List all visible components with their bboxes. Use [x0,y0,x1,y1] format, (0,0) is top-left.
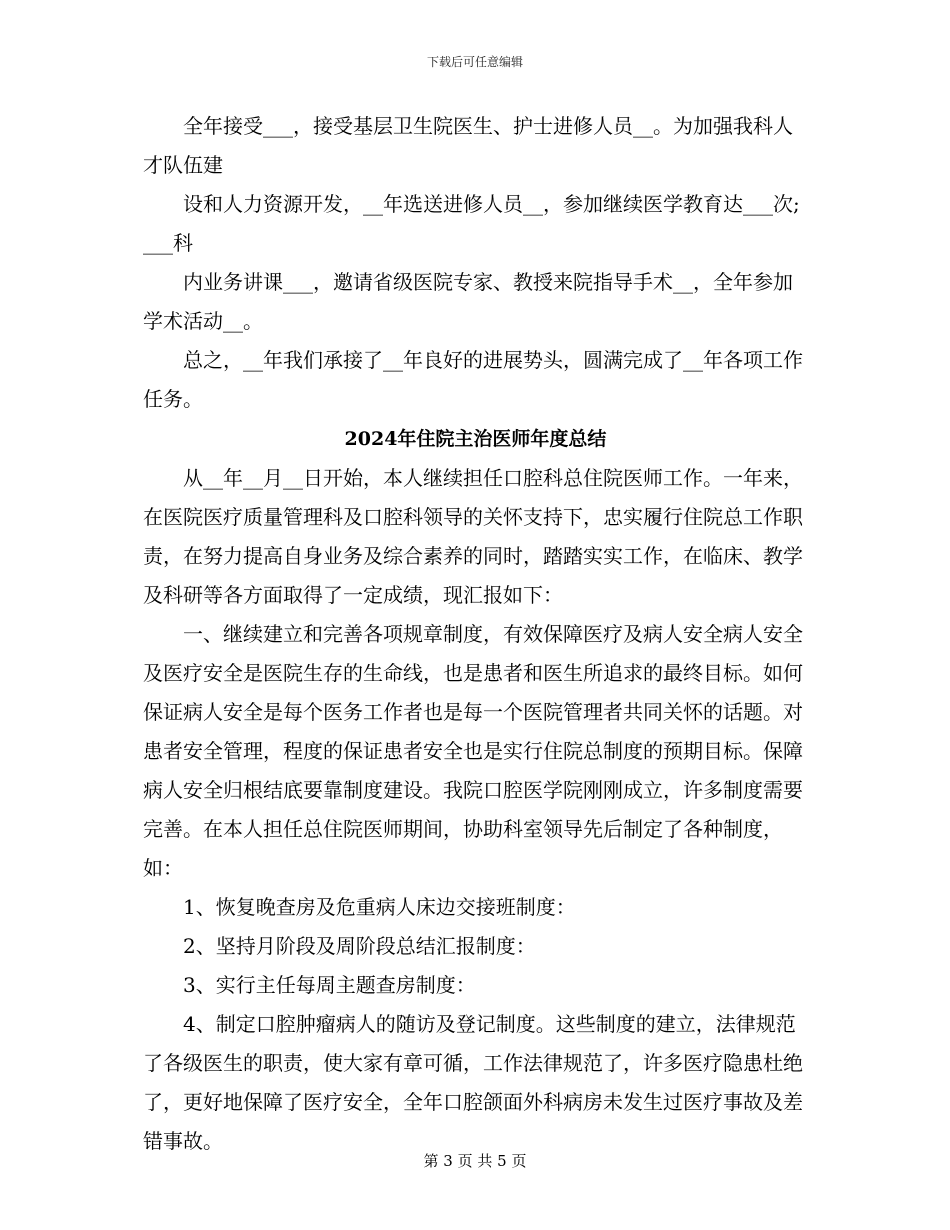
intro-paragraph-2: 设和人力资源开发，__年选送进修人员__，参加继续医学教育达___次;___科 [143,192,800,255]
intro-paragraph-3: 内业务讲课___，邀请省级医院专家、教授来院指导手术__，全年参加学术活动__。 [143,270,793,333]
page-header-note: 下载后可任意编辑 [426,55,523,69]
list-item-4: 4、制定口腔肿瘤病人的随访及登记制度。这些制度的建立，法律规范了各级医生的职责，使大家有章可循，工作法律规范了，许多医疗隐患杜绝了，更好地保障了医疗安全，全年口腔颌面外科病房未发生过医疗事故及差错事故。 [143,1012,803,1153]
document-body [143,107,808,1161]
page-number-footer: 第 3 页 共 5 页 [423,1152,527,1170]
list-item-2: 2、坚持月阶段及周阶段总结汇报制度： [183,934,536,958]
body-paragraph-2: 一、继续建立和完善各项规章制度，有效保障医疗及病人安全病人安全及医疗安全是医院生存的生命线，也是患者和医生所追求的最终目标。如何保证病人安全是每个医务工作者也是每一个医院管理者共同关怀的话题。对患者安全管理，程度的保证患者安全也是实行住院总制度的预期目标。保障病人安全归根结底要靠制度建设。我院口腔医学院刚刚成立，许多制度需要完善。在本人担任总住院医师期间，协助科室领导先后制定了各种制度，如： [143,622,803,880]
section-title: 2024年住院主治医师年度总结 [344,428,607,450]
intro-paragraph-4: 总之，__年我们承接了__年良好的进展势头，圆满完成了__年各项工作任务。 [143,348,803,411]
list-item-3: 3、实行主任每周主题查房制度： [183,973,476,997]
intro-paragraph-1: 全年接受___，接受基层卫生院医生、护士进修人员__。为加强我科人才队伍建 [143,114,793,177]
list-item-1: 1、恢复晚查房及危重病人床边交接班制度： [183,895,576,919]
body-paragraph-1: 从__年__月__日开始，本人继续担任口腔科总住院医师工作。一年来，在医院医疗质量管理科及口腔科领导的关怀支持下，忠实履行住院总工作职责，在努力提高自身业务及综合素养的同时，踏踏实实工作，在临床、教学及科研等各方面取得了一定成绩，现汇报如下： [143,466,803,607]
